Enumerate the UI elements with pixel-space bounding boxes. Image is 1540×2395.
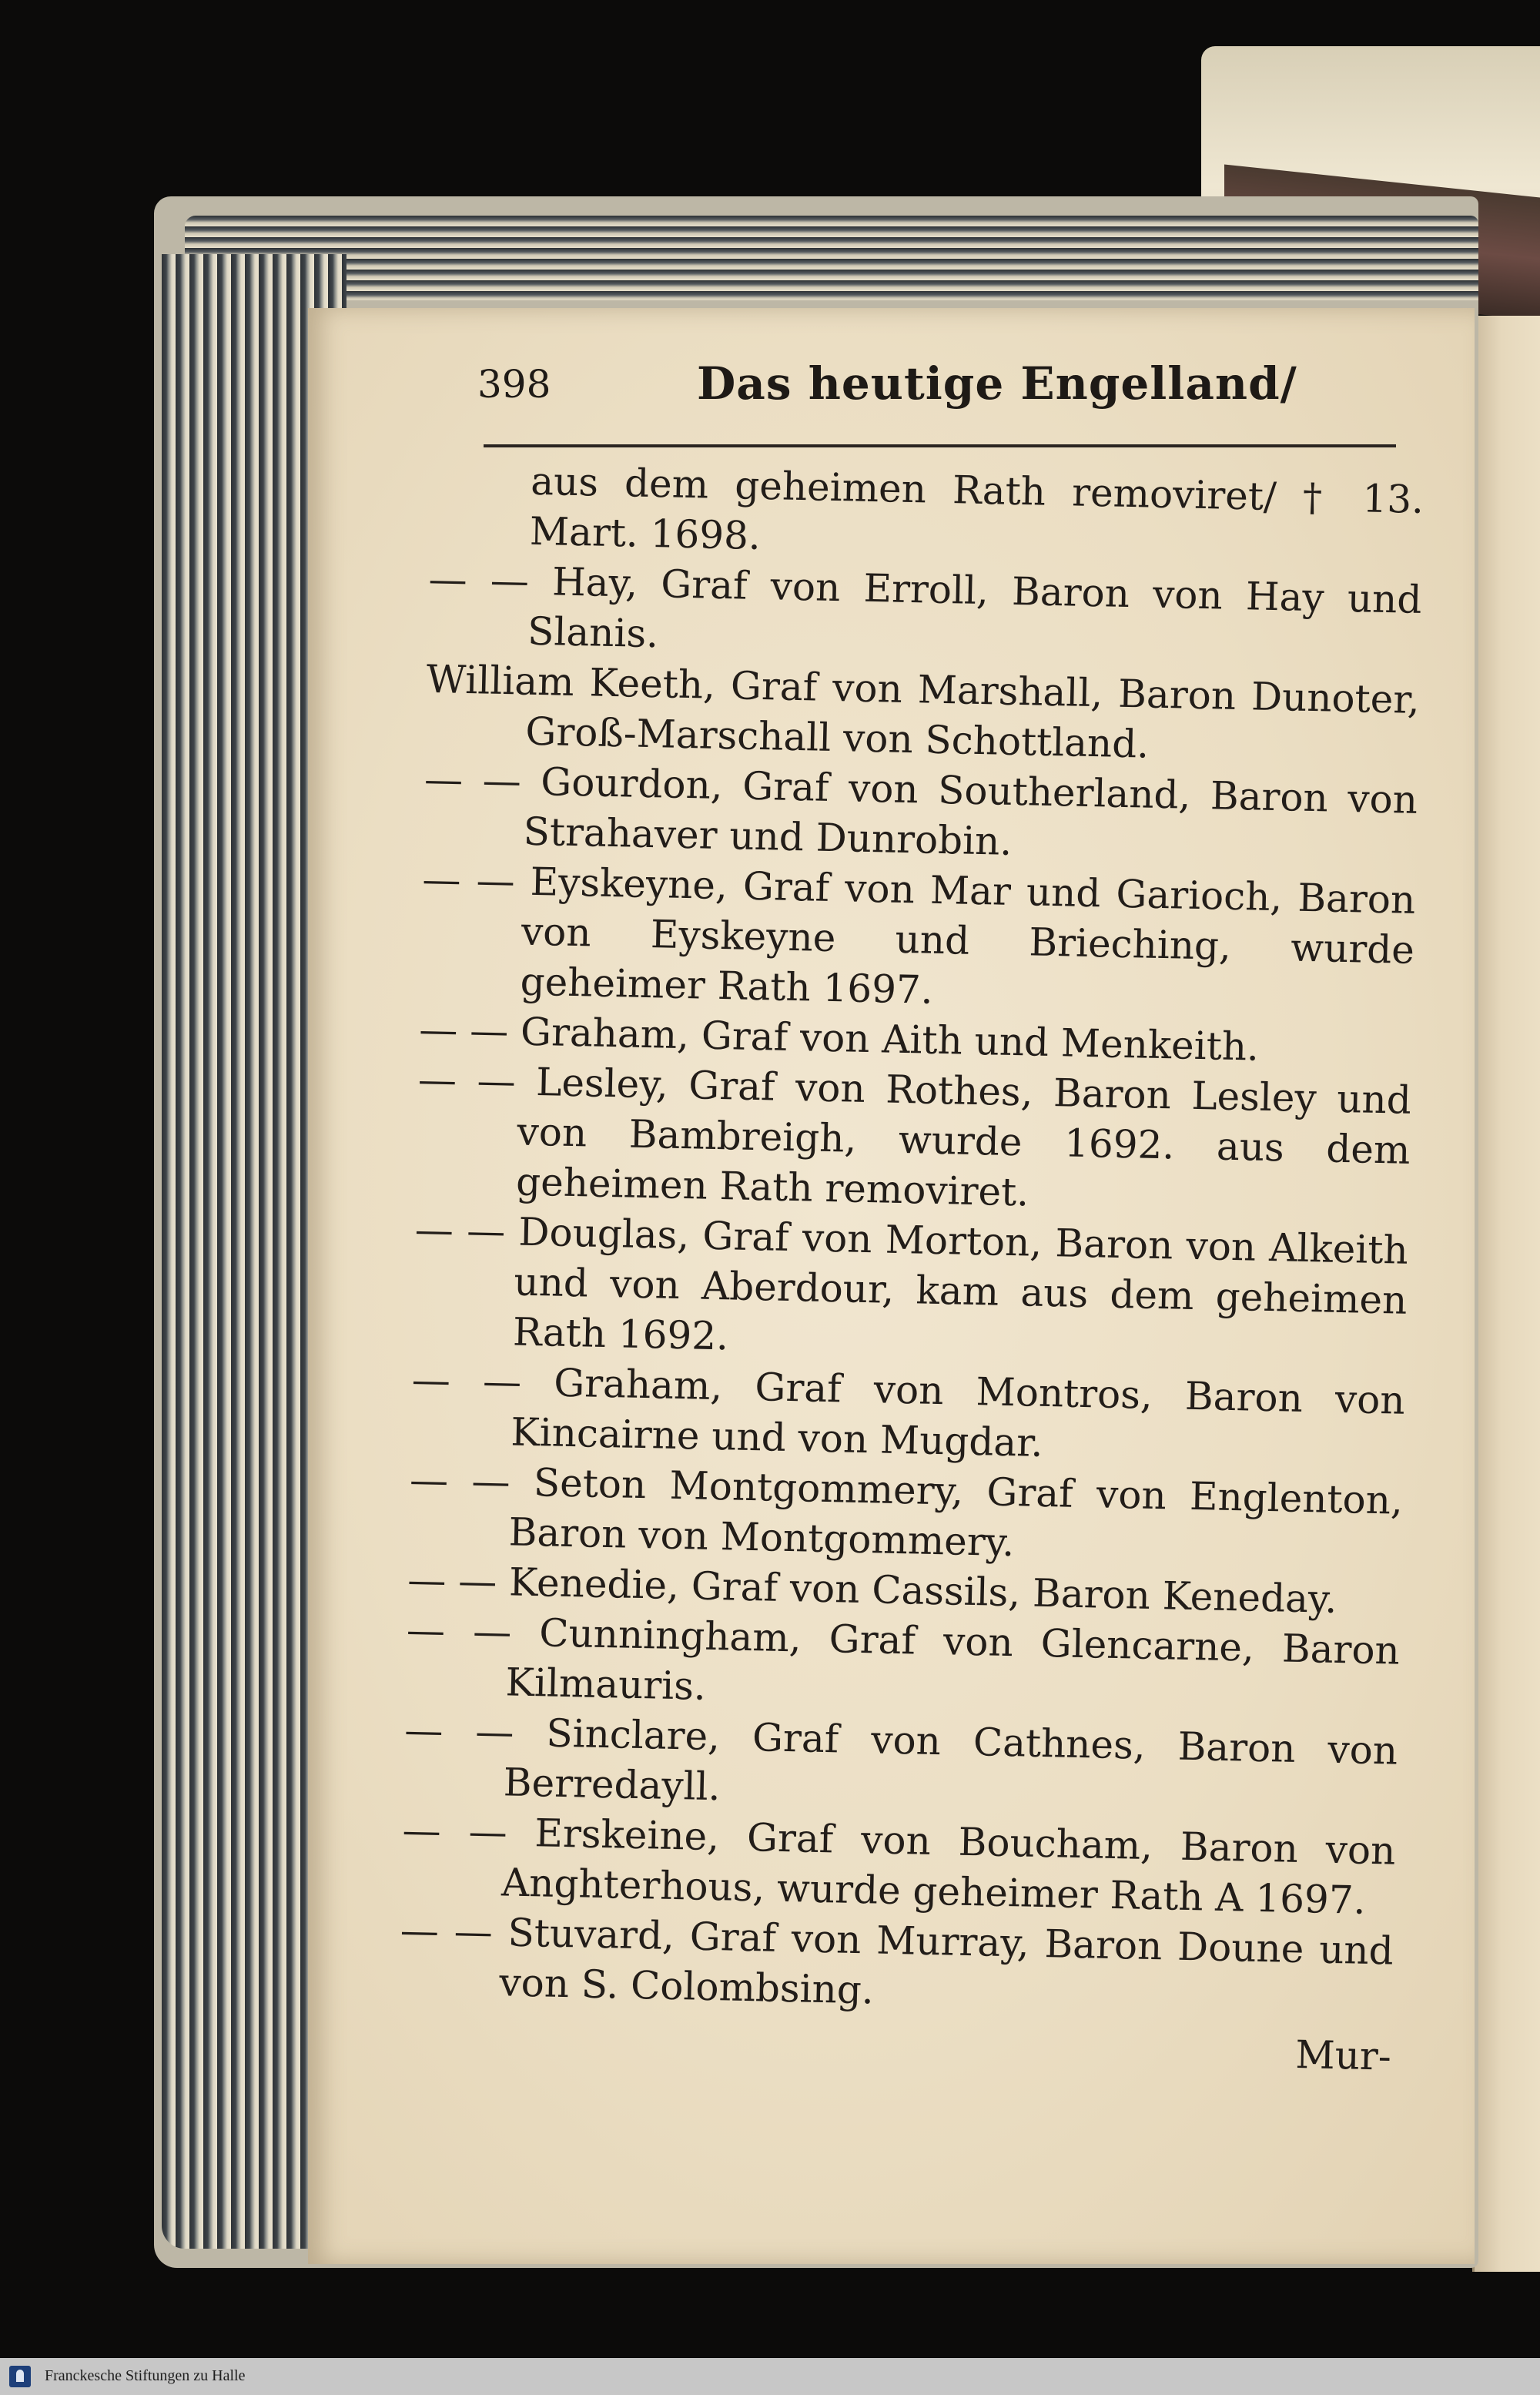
page-header xyxy=(477,357,1409,424)
catchword: Mur- xyxy=(1294,2032,1392,2079)
list-item: — — Cunningham, Graf von Glencarne, Baron Kilmauris. xyxy=(406,1607,1401,1709)
list-item: — — Kenedie, Graf von Cassils, Baron Keneday. xyxy=(407,1557,1337,1622)
running-head: Das heutige Engelland/ xyxy=(697,357,1297,410)
footer-text: Franckesche Stiftungen zu Halle xyxy=(45,2367,246,2384)
list-item: — — Lesley, Graf von Rothes, Baron Lesley und von Bambreigh, wurde 1692. aus dem geheimen Rath removiret. xyxy=(417,1057,1412,1215)
list-item: — — Seton Montgommery, Graf von Englenton, Baron von Montgommery. xyxy=(409,1457,1404,1566)
header-rule xyxy=(484,444,1396,447)
list-item: — — Eyskeyne, Graf von Mar und Garioch, Baron von Eyskeyne und Brieching, wurde geheimer Rath 1697. xyxy=(421,856,1416,1013)
footer-bar xyxy=(0,2358,1540,2395)
facing-page xyxy=(1472,316,1540,2272)
list-item: — — Graham, Graf von Montros, Baron von Kincairne und von Mugdar. xyxy=(411,1357,1406,1465)
list-item: — — Graham, Graf von Aith und Menkeith. xyxy=(418,1007,1260,1070)
page-number: 398 xyxy=(477,362,551,407)
list-item: — — Sinclare, Graf von Cathnes, Baron von Berredayll. xyxy=(403,1707,1398,1810)
list-item: — — Erskeine, Graf von Boucham, Baron von Anghterhous, wurde geheimer Rath A 1697. xyxy=(401,1807,1396,1923)
list-item: — — Stuvard, Graf von Murray, Baron Doune und von S. Colombsing. xyxy=(400,1908,1394,2013)
list-item: — — Hay, Graf von Erroll, Baron von Hay und Slanis. xyxy=(428,556,1422,657)
page-stack-top-edge xyxy=(185,216,1478,300)
list-item: aus dem geheimen Rath removiret/ † 13. Mart. 1698. xyxy=(529,458,1424,558)
page-body xyxy=(399,454,1424,2079)
list-item: — — Gourdon, Graf von Southerland, Baron von Strahaver und Dunrobin. xyxy=(424,756,1418,864)
institution-logo-icon xyxy=(9,2366,31,2387)
list-item: — — Douglas, Graf von Morton, Baron von Alkeith und von Aberdour, kam aus dem geheimen Rath 1692. xyxy=(414,1207,1409,1359)
list-item: William Keeth, Graf von Marshall, Baron Dunoter, Groß-Marschall von Schottland. xyxy=(426,656,1421,767)
